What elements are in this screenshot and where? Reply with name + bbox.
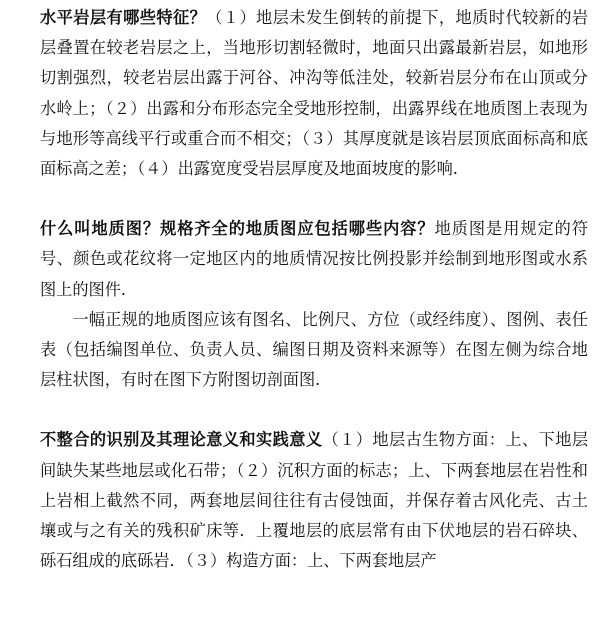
question-heading: 什么叫地质图？规格齐全的地质图应包括哪些内容？ — [40, 219, 435, 239]
section-geologic-map-detail: 一幅正规的地质图应该有图名、比例尺、方位（或经纬度）、图例、表任表（包括编图单位、负责人员、编图日期及资料来源等）在图左侧为综合地层柱状图，有时在图下方附图切剖面图. — [40, 309, 588, 390]
question-heading: 水平岩层有哪些特征？ — [40, 8, 207, 27]
section-divider — [40, 184, 588, 214]
answer-text: （１）地层古生物方面：上、下地层间缺失某些地层或化石带；（２）沉积方面的标志；上、下两套地层在岩性和上岩相上截然不同，两套地层间往往有古侵蚀面，并保存着古风化壳、古土壤或与之有关的残积矿床等．上覆地层的底层常有由下伏地层的岩石碎块、砾石组成的底砾岩．（３）构造方面：上、下两套地层产 — [40, 430, 589, 571]
answer-text: （１）地层未发生倒转的前提下，地质时代较新的岩层叠置在较老岩层之上，当地形切割轻微时，地面只出露最新岩层，如地形切割强烈，较老岩层出露于河谷、冲沟等低洼处，较新岩层分布在山顶或分水岭上；（２）出露和分布形态完全受地形控制，出露界线在地质图上表现为与地形等高线平行或重合而不相交；（３）其厚度就是该岩层顶底面标高和底面标高之差；（４）出露宽度受岩层厚度及地面坡度的影响. — [40, 8, 589, 179]
section-unconformity — [40, 425, 588, 576]
answer-text: 地质图是用规定的符号、颜色或花纹将一定地区内的地质情况按比例投影并绘制到地形图或水系图上的图件. — [40, 219, 589, 299]
question-heading: 不整合的识别及其理论意义和实践意义 — [40, 430, 323, 450]
section-geologic-map — [40, 214, 588, 305]
document-page — [40, 3, 588, 576]
section-horizontal-strata — [40, 3, 588, 184]
section-divider — [40, 395, 588, 425]
